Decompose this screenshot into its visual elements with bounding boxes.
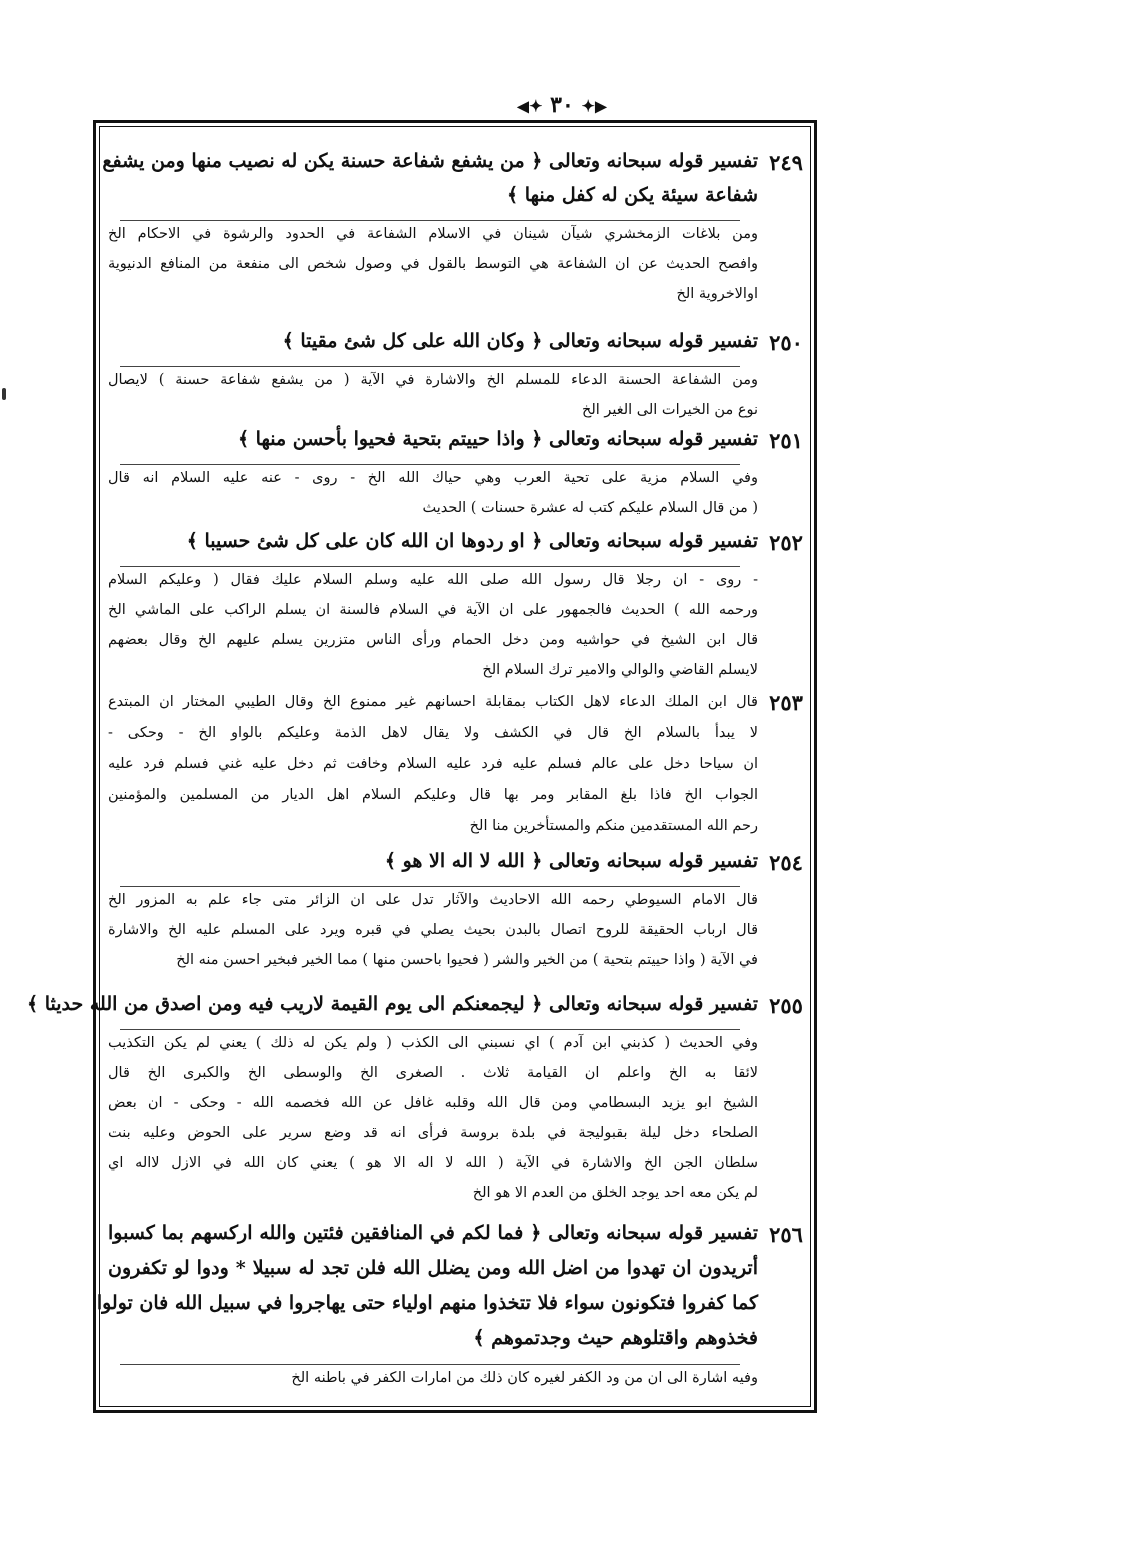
commentary-line: قال ارباب الحقيقة للروح اتصال بالبدن بحيث يصلي في قبره ويرد على المسلم عليه الخ والاشارة: [108, 922, 758, 938]
commentary-line: قال ابن الملك الدعاء لاهل الكتاب بمقابلة احسانهم غير ممنوع الخ وقال الطيبي المختار ان المبتدع: [108, 694, 758, 710]
section-number: ٢٥٠: [769, 330, 803, 355]
section-divider: [120, 366, 740, 367]
section-divider: [120, 1364, 740, 1365]
commentary-line: لا يبدأ بالسلام الخ قال في الكشف ولا يقال لاهل الذمة وعليكم بالواو الخ - وحكى -: [108, 725, 758, 741]
verse-heading-line: شفاعة سيئة يكن له كفل منها ﴾: [507, 184, 758, 206]
commentary-line: الشيخ ابو يزيد البسطامي ومن قال الله وقلبه غافل عن الله فخصمه الله - وحكى - ان بعض: [108, 1095, 758, 1111]
verse-heading-line: أتريدون ان تهدوا من اضل الله ومن يضلل الله فلن تجد له سبيلا * ودوا لو تكفرون: [108, 1257, 758, 1279]
commentary-line: سلطان الجن الخ والاشارة في الآية ( الله لا اله الا هو ) يعني كان الله في الازل لااله اي: [108, 1155, 758, 1171]
commentary-line: - روى - ان رجلا قال رسول الله صلى الله عليه وسلم السلام عليك فقال ( وعليكم السلام: [108, 572, 758, 588]
section-number: ٢٥٦: [769, 1222, 803, 1247]
verse-heading-line: تفسير قوله سبحانه وتعالى ﴿ واذا حييتم بتحية فحيوا بأحسن منها ﴾: [237, 428, 758, 450]
commentary-line: لم يكن معه احد يوجد الخلق من العدم الا هو الخ: [472, 1185, 758, 1201]
commentary-line: وفي السلام مزية على تحية العرب وهي حياك الله الخ - روى - عنه عليه السلام انه قال: [108, 470, 758, 486]
commentary-line: وافصح الحديث عن ان الشفاعة هي التوسط بالقول في وصول شخص الى منفعة من المنافع الدنيوية: [108, 256, 758, 272]
commentary-line: وفيه اشارة الى ان من ود الكفر لغيره كان ذلك من امارات الكفر في باطنه الخ: [291, 1370, 758, 1386]
section-divider: [120, 566, 740, 567]
verse-heading-line: فخذوهم واقتلوهم حيث وجدتموهم ﴾: [473, 1327, 758, 1349]
commentary-line: لائقا به الخ واعلم ان القيامة ثلاث . الصغرى الخ والوسطى الخ والكبرى الخ قال: [108, 1065, 758, 1081]
verse-heading-line: تفسير قوله سبحانه وتعالى ﴿ او ردوها ان الله كان على كل شئ حسيبا ﴾: [186, 530, 758, 552]
section-number: ٢٤٩: [769, 150, 803, 175]
commentary-line: ان سياحا دخل على عالم فسلم عليه فرد عليه السلام وخافت ثم دخل عليه غني فسلم فرد عليه: [108, 756, 758, 772]
commentary-line: قال الامام السيوطي رحمه الله الاحاديث والآثار تدل على ان الزائر متى جاء علم به المزور الخ: [108, 892, 758, 908]
margin-mark: [2, 388, 6, 400]
page-number: ٣٠: [550, 92, 574, 118]
verse-heading-line: تفسير قوله سبحانه وتعالى ﴿ فما لكم في المنافقين فئتين والله اركسهم بما كسبوا: [108, 1222, 758, 1244]
commentary-line: لايسلم القاضي والوالي والامير ترك السلام الخ: [482, 662, 758, 678]
section-divider: [120, 220, 740, 221]
commentary-line: اوالاخروية الخ: [676, 286, 758, 302]
commentary-line: ومن بلاغات الزمخشري شيآن شينان في الاسلام الشفاعة في الحدود والرشوة في الاحكام الخ: [108, 226, 758, 242]
commentary-line: قال ابن الشيخ في حواشيه ومن دخل الحمام ورأى الناس متزرين يسلم عليهم الخ وقال بعضهم: [108, 632, 758, 648]
page-header: [0, 92, 1124, 118]
section-number: ٢٥٣: [769, 690, 803, 715]
verse-heading-line: تفسير قوله سبحانه وتعالى ﴿ من يشفع شفاعة حسنة يكن له نصيب منها ومن يشفع: [102, 150, 758, 172]
verse-heading-line: تفسير قوله سبحانه وتعالى ﴿ ليجمعنكم الى يوم القيمة لاريب فيه ومن اصدق من الله حديثا ﴾: [26, 993, 758, 1015]
commentary-line: وفي الحديث ( كذبني ابن آدم ) اي نسبني الى الكذب ( ولم يكن له ذلك ) يعني لم يكن التكذيب: [108, 1035, 758, 1051]
verse-heading-line: كما كفروا فتكونون سواء فلا تتخذوا منهم اولياء حتى يهاجروا في سبيل الله فان تولوا: [96, 1292, 758, 1314]
commentary-line: الجواب الخ فاذا بلغ المقابر ومر بها قال وعليكم السلام اهل الديار من المسلمين والمؤمنين: [108, 787, 758, 803]
commentary-line: في الآية ( واذا حييتم بتحية ) من الخير والشر ( فحيوا باحسن منها ) مما الخير فبخير احسن منه الخ: [176, 952, 758, 968]
commentary-line: الصلحاء دخل ليلة بقبوليجة في بلدة بروسة فرأى انه قد وضع سرير على الحوض وعليه بنت: [108, 1125, 758, 1141]
section-divider: [120, 1029, 740, 1030]
commentary-line: ورحمه الله ) الحديث فالجمهور على ان الآية في السلام فالسنة ان يسلم الراكب على الماشي الخ: [108, 602, 758, 618]
commentary-line: ومن الشفاعة الحسنة الدعاء للمسلم الخ والاشارة في الآية ( من يشفع شفاعة حسنة ) لايصال: [108, 372, 758, 388]
section-divider: [120, 464, 740, 465]
commentary-line: نوع من الخيرات الى الغير الخ: [581, 402, 758, 418]
section-number: ٢٥٤: [769, 850, 803, 875]
left-ornament-icon: ◀✦: [516, 96, 543, 116]
right-ornament-icon: ✦▶: [581, 96, 608, 116]
commentary-line: ( من قال السلام عليكم كتب له عشرة حسنات ) الحديث: [422, 500, 758, 516]
commentary-line: رحم الله المستقدمين منكم والمستأخرين منا الخ: [469, 818, 758, 834]
verse-heading-line: تفسير قوله سبحانه وتعالى ﴿ الله لا اله الا هو ﴾: [384, 850, 758, 872]
section-number: ٢٥١: [769, 428, 803, 453]
section-divider: [120, 886, 740, 887]
section-number: ٢٥٥: [769, 993, 803, 1018]
verse-heading-line: تفسير قوله سبحانه وتعالى ﴿ وكان الله على كل شئ مقيتا ﴾: [282, 330, 758, 352]
section-number: ٢٥٢: [769, 530, 803, 555]
